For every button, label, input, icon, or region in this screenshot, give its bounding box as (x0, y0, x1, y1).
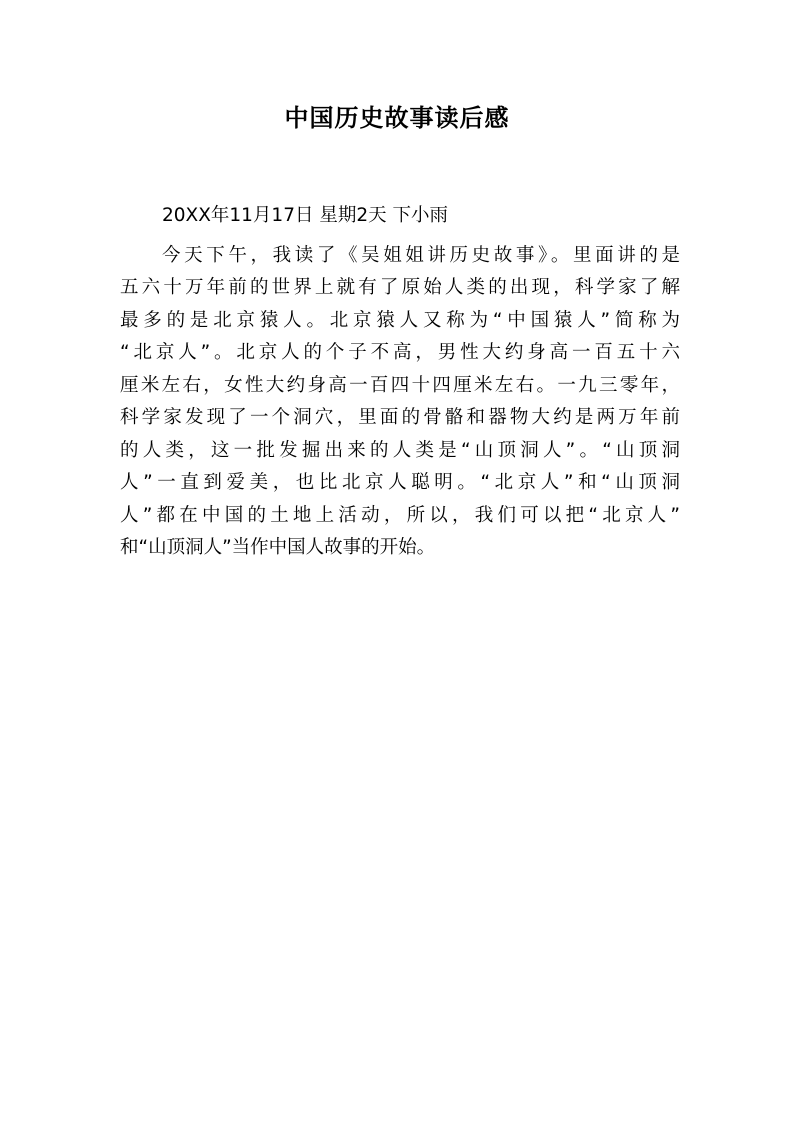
paragraph-line: 和“山顶洞人”当作中国人故事的开始。 (120, 537, 436, 558)
paragraph-line: 厘米左右，女性大约身高一百四十四厘米左右。一九三零年， (120, 374, 680, 396)
paragraph-line: “北京人”。北京人的个子不高，男性大约身高一百五十六 (120, 342, 680, 363)
document-body (120, 200, 680, 565)
paragraph-line: 人”都在中国的土地上活动，所以，我们可以把“北京人” (120, 504, 680, 526)
page-title: 中国历史故事读后感 (284, 104, 510, 132)
paragraph-line: 今天下午，我读了《吴姐姐讲历史故事》。里面讲的是 (162, 244, 680, 266)
paragraph-line: 人”一直到爱美，也比北京人聪明。“北京人”和“山顶洞 (120, 472, 680, 493)
paragraph-line: 科学家发现了一个洞穴，里面的骨骼和器物大约是两万年前 (120, 407, 680, 428)
paragraph-line: 五六十万年前的世界上就有了原始人类的出现，科学家了解 (120, 277, 680, 298)
paragraph-line: 最多的是北京猿人。北京猿人又称为“中国猿人”简称为 (120, 309, 680, 331)
date-line: 20XX年11月17日 星期2天 下小雨 (162, 205, 449, 226)
paragraph-line: 的人类，这一批发掘出来的人类是“山顶洞人”。“山顶洞 (120, 439, 680, 461)
